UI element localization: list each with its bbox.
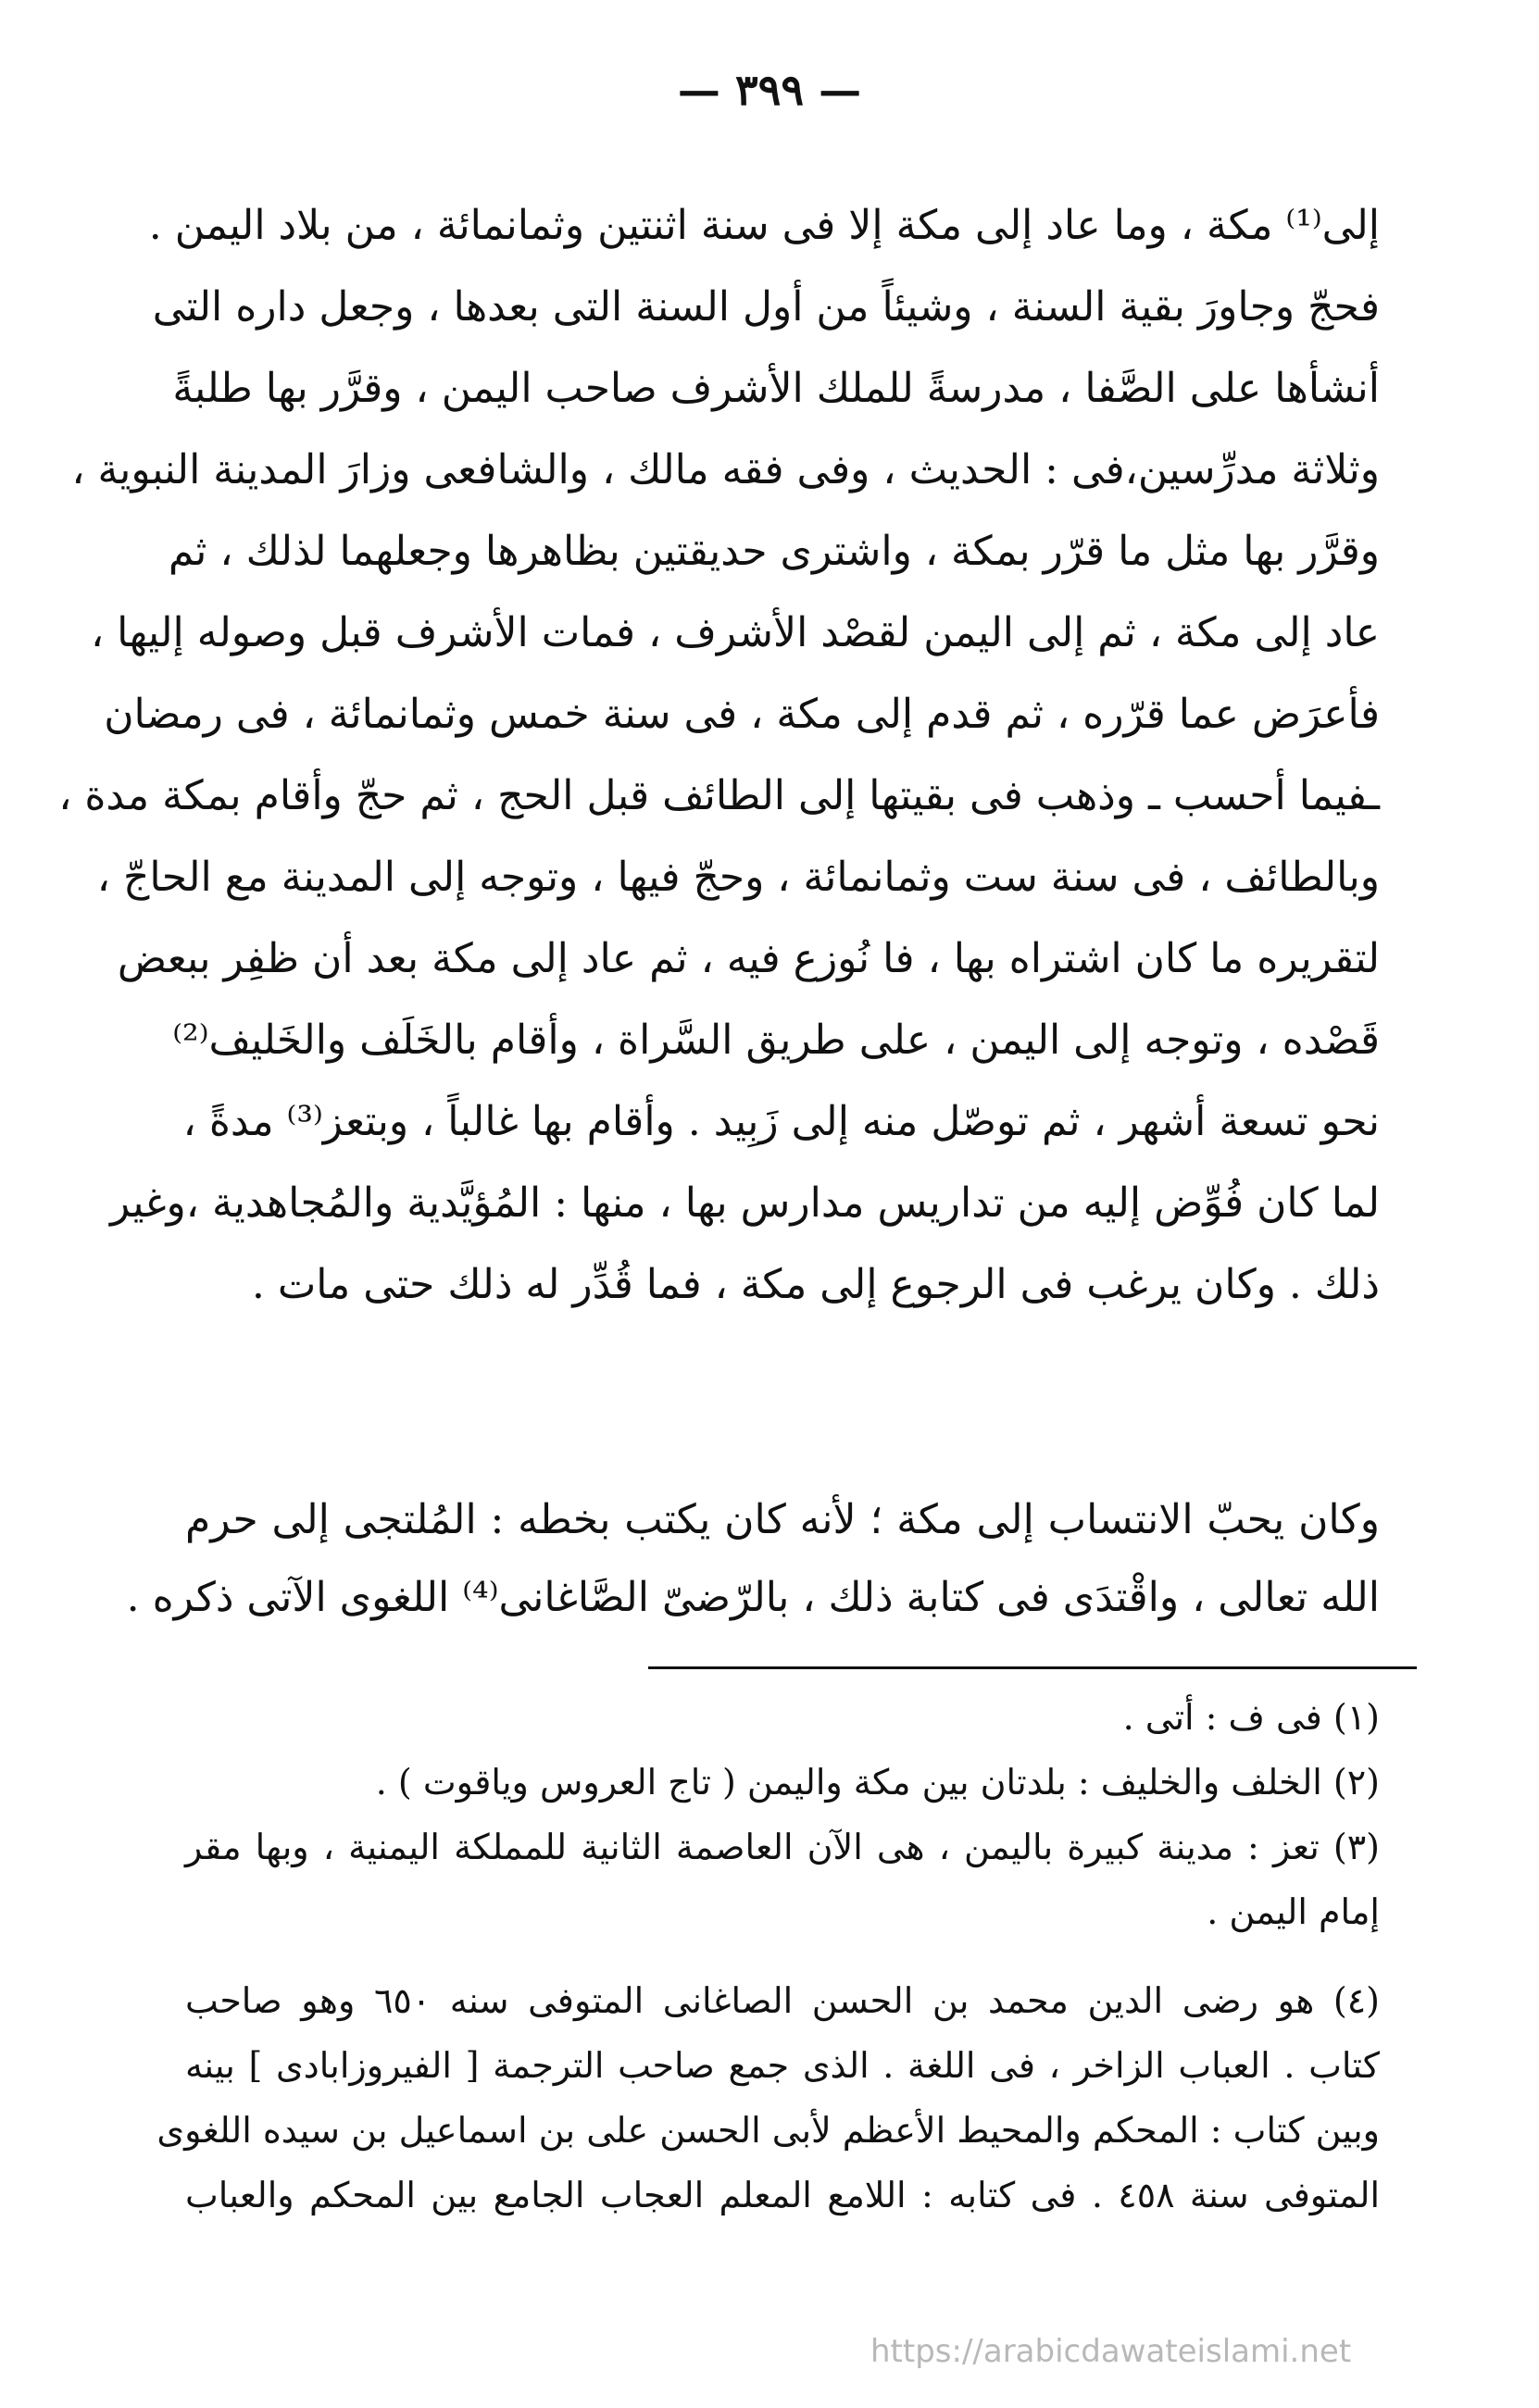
text-line: لما كان فُوِّض إليه من تداريس مدارس بها ، منها : المُؤيَّدية والمُجاهدية ،وغير [109, 1179, 1380, 1227]
footnote-4-continued: المتوفى سنة ٤٥٨ . فى كتابه : اللامع المعلم العجاب الجامع بين المحكم والعباب [185, 2175, 1380, 2215]
footnote-1: (١) فى ف : أتى . [1122, 1697, 1380, 1738]
footnote-divider [648, 1666, 1417, 1669]
footnote-4-continued: كتاب . العباب الزاخر ، فى اللغة . الذى جمع صاحب الترجمة [ الفيروزابادى ] بينه [185, 2045, 1380, 2086]
text-line: نحو تسعة أشهر ، ثم توصّل منه إلى زَبِيد . وأقام بها غالباً ، وبتعز⁽³⁾ مدةً ، [182, 1098, 1380, 1145]
text-line: أنشأها على الصَّفا ، مدرسةً للملك الأشرف صاحب اليمن ، وقرَّر بها طلبةً [172, 365, 1380, 412]
text-line: وقرَّر بها مثل ما قرّر بمكة ، واشترى حديقتين بظاهرها وجعلهما لذلك ، ثم [168, 528, 1380, 575]
text-line: وبالطائف ، فى سنة ست وثمانمائة ، وحجّ فيها ، وتوجه إلى المدينة مع الحاجّ ، [96, 854, 1380, 901]
text-line: وثلاثة مدرِّسين،فى : الحديث ، وفى فقه مالك ، والشافعى وزارَ المدينة النبوية ، [71, 446, 1380, 493]
text-line: لتقريره ما كان اشتراه بها ، فا نُوزع فيه ، ثم عاد إلى مكة بعد أن ظفِر ببعض [117, 935, 1380, 982]
watermark-url: https://arabicdawateislami.net [870, 2333, 1352, 2370]
footnotes [156, 1685, 1380, 2227]
text-line: ذلك . وكان يرغب فى الرجوع إلى مكة ، فما قُدِّر له ذلك حتى مات . [251, 1261, 1380, 1308]
footnote-3-continued: إمام اليمن . [1207, 1891, 1380, 1932]
footnote-4: (٤) هو رضى الدين محمد بن الحسن الصاغانى المتوفى سنه ٦٥٠ وهو صاحب [185, 1980, 1380, 2021]
text-line: ـفيما أحسب ـ وذهب فى بقيتها إلى الطائف قبل الحج ، ثم حجّ وأقام بمكة مدة ، [58, 772, 1380, 819]
page-number: — ٣٩٩ — [677, 65, 862, 115]
text-line: إلى⁽¹⁾ مكة ، وما عاد إلى مكة إلا فى سنة اثنتين وثمانمائة ، من بلاد اليمن . [148, 202, 1380, 249]
text-line: فحجّ وجاورَ بقية السنة ، وشيئاً من أول السنة التى بعدها ، وجعل داره التى [152, 283, 1380, 331]
text-line: عاد إلى مكة ، ثم إلى اليمن لقصْد الأشرف ، فمات الأشرف قبل وصوله إليها ، [90, 609, 1380, 656]
second-paragraph [126, 1481, 1380, 1637]
footnote-2: (٢) الخلف والخليف : بلدتان بين مكة واليمن ( تاج العروس وياقوت ) . [375, 1762, 1380, 1803]
main-paragraph [58, 185, 1380, 1326]
footnote-4-continued: وبين كتاب : المحكم والمحيط الأعظم لأبى الحسن على بن اسماعيل بن سيده اللغوى [156, 2110, 1380, 2151]
footnote-3: (٣) تعز : مدينة كبيرة باليمن ، هى الآن العاصمة الثانية للمملكة اليمنية ، وبها مقر [185, 1827, 1380, 1867]
text-line: قَصْده ، وتوجه إلى اليمن ، على طريق السَّراة ، وأقام بالخَلَف والخَليف⁽²⁾ [172, 1017, 1380, 1064]
text-line: فأعرَض عما قرّره ، ثم قدم إلى مكة ، فى سنة خمس وثمانمائة ، فى رمضان [104, 691, 1380, 738]
text-line: وكان يحبّ الانتساب إلى مكة ؛ لأنه كان يكتب بخطه : المُلتجى إلى حرم [185, 1496, 1380, 1543]
text-line: الله تعالى ، واقْتدَى فى كتابة ذلك ، بالرّضىّ الصَّاغانى⁽⁴⁾ اللغوى الآتى ذكره . [126, 1574, 1380, 1621]
